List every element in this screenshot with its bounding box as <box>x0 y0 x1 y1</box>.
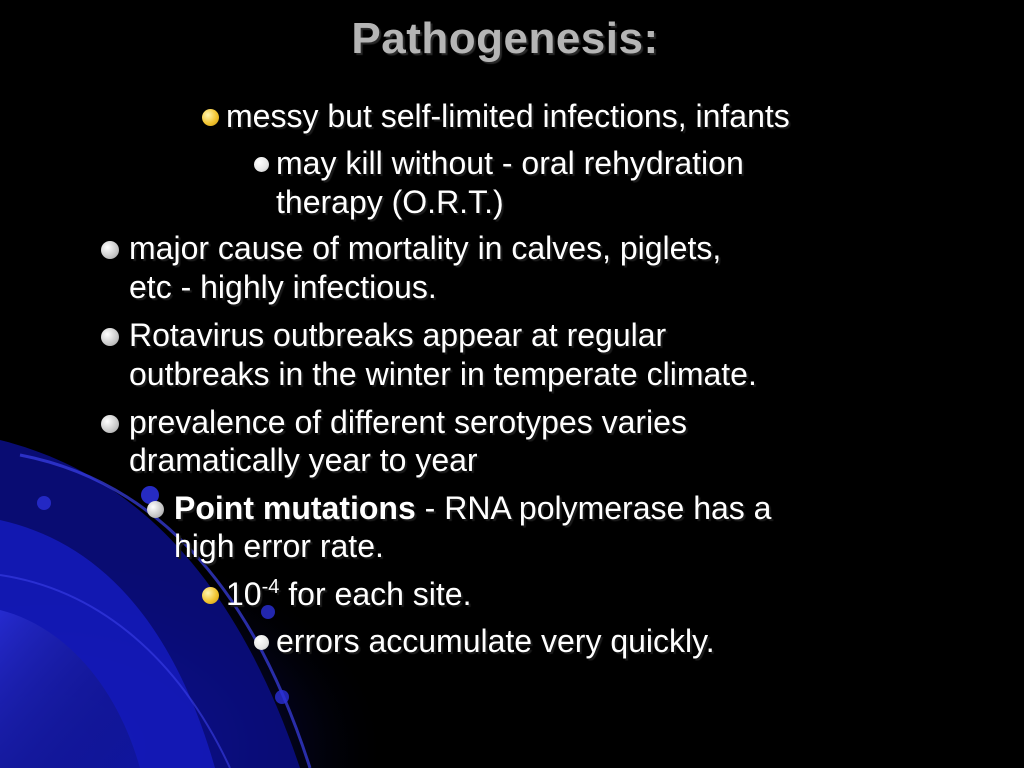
bullet-item <box>129 229 721 267</box>
slide-title: Pathogenesis: <box>351 14 659 63</box>
bullet-text: for each site. <box>279 576 472 612</box>
bullet-icon <box>101 328 119 346</box>
bullet-text: - RNA polymerase has a <box>415 490 772 526</box>
bullet-item <box>276 622 715 660</box>
bullet-exponent: -4 <box>261 576 280 598</box>
bullet-text: messy but self-limited infections, infants <box>226 98 790 134</box>
bullet-text-continued: outbreaks in the winter in temperate climate. <box>129 356 757 392</box>
bullet-icon <box>147 501 164 518</box>
bullet-item <box>129 403 687 441</box>
bullet-text: major cause of mortality in calves, piglets, <box>129 230 722 266</box>
bullet-item <box>226 575 471 613</box>
bullet-item <box>226 97 790 135</box>
bullet-text-continued: etc - highly infectious. <box>129 269 437 305</box>
bullet-item <box>129 316 666 354</box>
bullet-text-continued: high error rate. <box>174 528 384 564</box>
bullet-base: 10 <box>226 576 262 612</box>
bullet-text-continued: dramatically year to year <box>129 442 478 478</box>
bullet-text: prevalence of different serotypes varies <box>129 404 687 440</box>
bullet-icon <box>254 157 269 172</box>
bullet-icon <box>202 587 219 604</box>
bullet-text: may kill without - oral rehydration <box>276 145 744 181</box>
bullet-item <box>276 144 744 182</box>
bullet-icon <box>101 241 119 259</box>
bullet-text: Rotavirus outbreaks appear at regular <box>129 317 667 353</box>
bullet-text: errors accumulate very quickly. <box>276 623 715 659</box>
bullet-icon <box>101 415 119 433</box>
bullet-text-continued: therapy (O.R.T.) <box>276 184 504 220</box>
bullet-icon <box>202 109 219 126</box>
bullet-item <box>174 489 771 527</box>
bullet-icon <box>254 635 269 650</box>
bullet-bold-term: Point mutations <box>174 490 416 526</box>
